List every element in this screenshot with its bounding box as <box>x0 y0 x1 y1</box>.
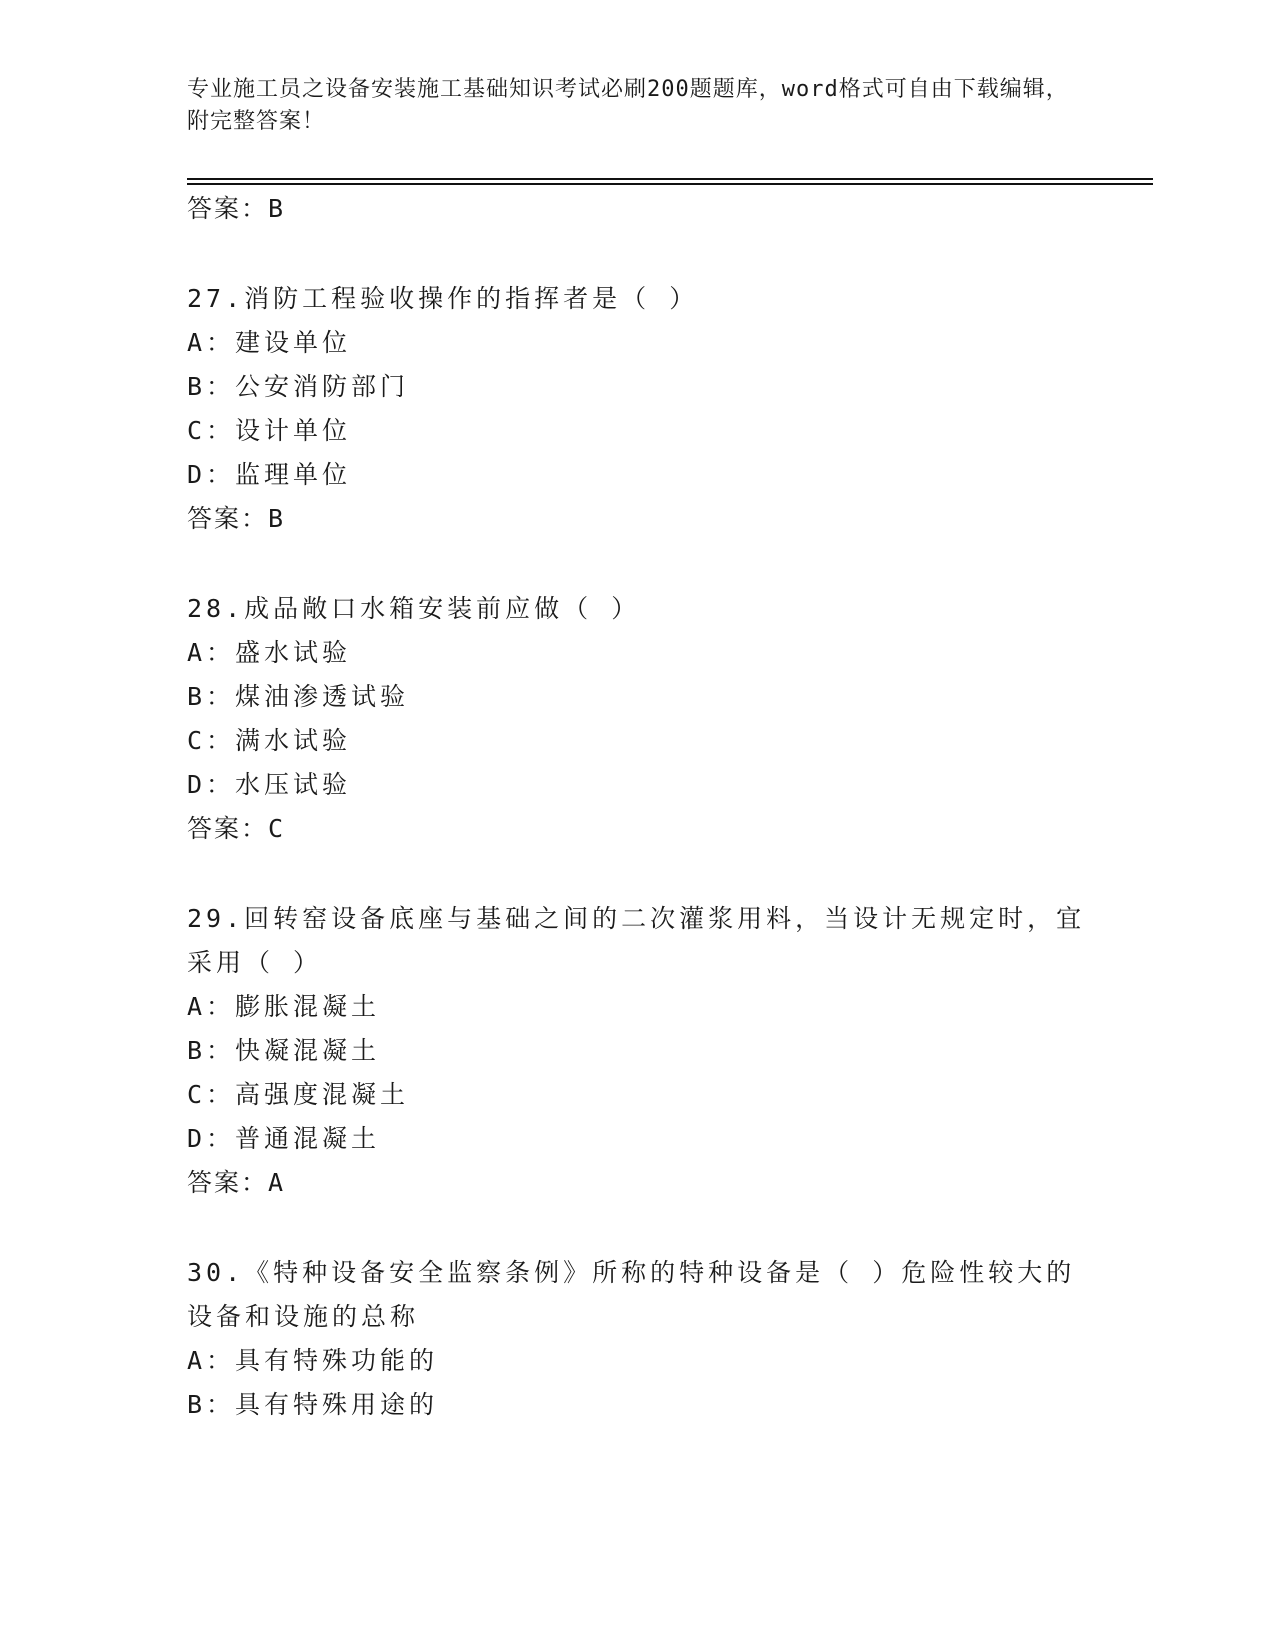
header-divider-top <box>187 178 1153 180</box>
question-stem: 29.回转窑设备底座与基础之间的二次灌浆用料，当设计无规定时，宜 <box>187 904 1086 933</box>
option-b: B：具有特殊用途的 <box>187 1390 439 1419</box>
option-c: C：满水试验 <box>187 726 352 755</box>
answer-line: 答案：C <box>187 814 286 843</box>
answer-line: 答案：B <box>187 194 286 223</box>
document-header: 专业施工员之设备安装施工基础知识考试必刷200题题库，word格式可自由下载编辑，附完整答案！ <box>187 77 1069 134</box>
option-b: B：煤油渗透试验 <box>187 682 410 711</box>
option-a: A：盛水试验 <box>187 638 352 667</box>
answer-line: 答案：B <box>187 504 286 533</box>
option-d: D：监理单位 <box>187 460 352 489</box>
question-stem: 27.消防工程验收操作的指挥者是（ ） <box>187 284 699 313</box>
option-d: D：水压试验 <box>187 770 352 799</box>
option-a: A：膨胀混凝土 <box>187 992 381 1021</box>
option-c: C：高强度混凝土 <box>187 1080 410 1109</box>
option-b: B：快凝混凝土 <box>187 1036 381 1065</box>
option-a: A：具有特殊功能的 <box>187 1346 439 1375</box>
answer-line: 答案：A <box>187 1168 286 1197</box>
header-divider-bottom <box>187 183 1153 185</box>
question-stem-continued: 采用（ ） <box>187 948 323 977</box>
option-c: C：设计单位 <box>187 416 352 445</box>
question-stem: 28.成品敞口水箱安装前应做（ ） <box>187 594 641 623</box>
option-b: B：公安消防部门 <box>187 372 410 401</box>
option-a: A：建设单位 <box>187 328 352 357</box>
option-d: D：普通混凝土 <box>187 1124 381 1153</box>
question-stem-continued: 设备和设施的总称 <box>187 1302 420 1331</box>
question-stem: 30.《特种设备安全监察条例》所称的特种设备是（ ）危险性较大的 <box>187 1258 1076 1287</box>
